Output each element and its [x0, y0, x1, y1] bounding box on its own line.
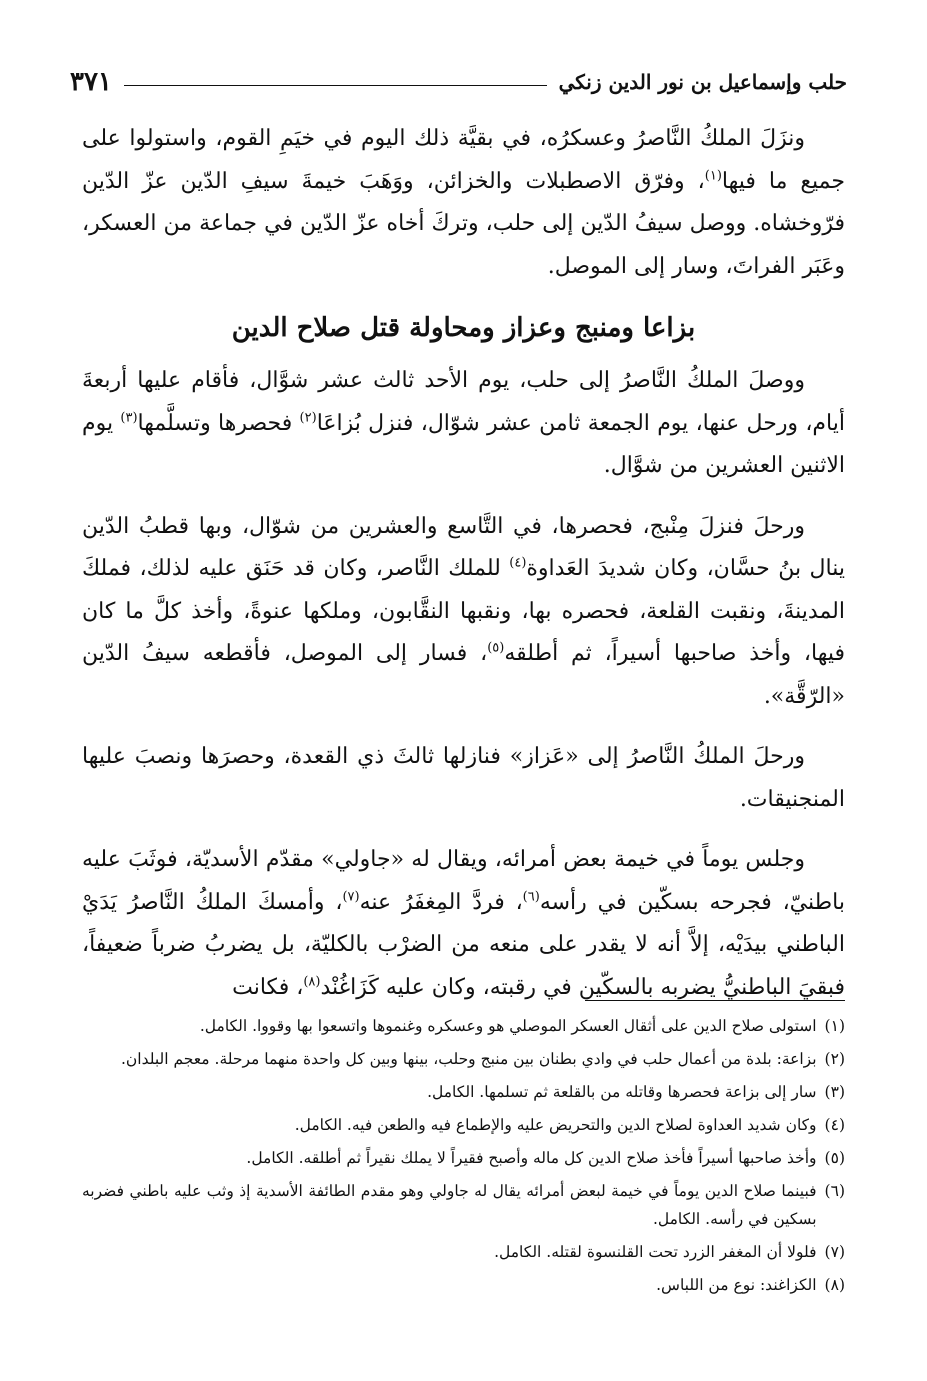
footnote-ref-4[interactable]: (٤) — [509, 555, 527, 571]
page-header — [70, 62, 847, 102]
footnote-text: فبينما صلاح الدين يوماً في خيمة لبعض أمرائه يقال له جاولي وهو مقدم الطائفة الأسدية إذ وثب عليه باطني فضربه بسكين في رأسه. الكامل. — [82, 1182, 817, 1228]
paragraph-text: فحصرها وتسلَّمها — [137, 410, 300, 436]
paragraph-text: ورحلَ الملكُ النَّاصرُ إلى «عَزاز» فنازلها ثالثَ ذي القعدة، وحصرَها ونصبَ عليها المنجنيقات. — [82, 744, 845, 812]
footnote-number: (٥) — [824, 1149, 845, 1167]
footnote-number: (٤) — [824, 1116, 845, 1134]
footnote-text: استولى صلاح الدين على أثقال العسكر الموصلي هو وعسكره وغنموها واتسعوا بها وقووا. الكامل. — [199, 1017, 817, 1035]
header-rule — [124, 85, 547, 86]
footnote-number: (٦) — [824, 1182, 845, 1200]
footnote-ref-1[interactable]: (١) — [704, 168, 722, 184]
paragraph-text: ورحلَ فنزلَ مِنْبج، فحصرها، في التَّاسع والعشرين من شوّال، وبها قطبُ الدّين ينال بنُ حسَّان، وكان شديدَ العَداوة — [82, 513, 845, 581]
footnote-number: (٢) — [824, 1050, 845, 1068]
footnote-7 — [82, 1238, 845, 1266]
paragraph-2 — [82, 360, 845, 488]
footnote-text: بزاعة: بلدة من أعمال حلب في وادي بطنان بين منبج وحلب، بينها وبين كل واحدة منهما مرحلة. معجم البلدان. — [120, 1050, 817, 1068]
body-text — [82, 118, 845, 1027]
footnote-6 — [82, 1177, 845, 1233]
footnote-ref-2[interactable]: (٢) — [299, 410, 317, 426]
footnote-5 — [82, 1144, 845, 1172]
paragraph-text: ، وأمسكَ الملكُ النَّاصرُ يَدَيْ الباطني بيدَيْه، إلاَّ أنه لا يقدر على منعه من الضرْب بالكليّة، بل يضربُ ضرباً ضعيفاً، فبقيَ الباطنيُّ يضربه بالسكّين في رقبته، وكان عليه كَزَاغُنْد — [82, 889, 845, 1000]
footnote-ref-7[interactable]: (٧) — [342, 889, 360, 905]
footnote-text: فلولا أن المغفر الزرد تحت القلنسوة لقتله. الكامل. — [494, 1243, 817, 1261]
footnotes — [82, 1012, 845, 1304]
footnote-number: (٧) — [824, 1243, 845, 1261]
paragraph-text: وجلس يوماً في خيمة بعض أمرائه، ويقال له «جاولي» مقدّم الأسديّة، فوثَبَ عليه باطنيّ، فجرحه بسكّين في رأسه — [82, 847, 845, 915]
page-number: ٣٧١ — [70, 67, 112, 97]
footnote-text: وكان شديد العداوة لصلاح الدين والتحريض عليه والإطماع فيه والطعن فيه. الكامل. — [294, 1116, 817, 1134]
footnote-text: وأخذ صاحبها أسيراً فأخذ صلاح الدين كل ماله وأصبح فقيراً لا يملك نقيراً ثم أطلقه. الكامل. — [246, 1149, 817, 1167]
paragraph-5 — [82, 839, 845, 1009]
paragraph-text: ، فكانت — [232, 974, 304, 1000]
footnote-ref-3[interactable]: (٣) — [120, 410, 138, 426]
footnote-number: (١) — [824, 1017, 845, 1035]
footnote-2 — [82, 1045, 845, 1073]
paragraph-1 — [82, 118, 845, 288]
footnote-ref-8[interactable]: (٨) — [303, 974, 321, 990]
paragraph-text: يوم الاثنين العشرين من شوَّال. — [82, 410, 845, 478]
paragraph-3 — [82, 506, 845, 719]
footnote-1 — [82, 1012, 845, 1040]
footnote-text: الكزاغند: نوع من اللباس. — [656, 1276, 817, 1294]
footnote-4 — [82, 1111, 845, 1139]
footnote-number: (٨) — [824, 1276, 845, 1294]
footnote-8 — [82, 1271, 845, 1299]
footnote-number: (٣) — [824, 1083, 845, 1101]
footnote-divider — [585, 1000, 845, 1001]
footnote-3 — [82, 1078, 845, 1106]
footnote-text: سار إلى بزاعة فحصرها وقاتله من بالقلعة ثم تسلمها. الكامل. — [427, 1083, 817, 1101]
footnote-ref-5[interactable]: (٥) — [487, 640, 505, 656]
footnote-ref-6[interactable]: (٦) — [522, 889, 540, 905]
section-heading: بزاعا ومنبج وعزاز ومحاولة قتل صلاح الدين — [231, 313, 696, 343]
paragraph-text: ، وفرّق الاصطبلات والخزائن، ووَهَبَ خيمةَ سيفِ الدّين عزّ الدّين فرّوخشاه. ووصل سيفُ الدّين إلى حلب، وتركَ أخاه عزّ الدّين في جماعة من العسكر، وعَبَر الفراتَ، وسار إلى الموصل. — [82, 168, 845, 279]
paragraph-4 — [82, 736, 845, 821]
paragraph-text: ونزَلَ الملكُ النَّاصرُ وعسكرُه، في بقيَّة ذلك اليوم في خيَمِ القوم، واستولوا على جميع ما فيها — [82, 126, 845, 194]
paragraph-text: ووصلَ الملكُ النَّاصرُ إلى حلب، يوم الأحد ثالث عشر شوَّال، فأقام عليها أربعةَ أيام، ورحل عنها، يوم الجمعة ثامن عشر شوّال، فنزل بُزاعَا — [82, 368, 845, 436]
paragraph-text: للملك النَّاصر، وكان قد حَنَق عليه لذلك، فملكَ المدينةَ، ونقبت القلعة، فحصره بها، ونقبها النقَّابون، وملكها عنوةً، وأخذ كلَّ ما كان فيها، وأخذ صاحبها أسيراً، ثم أطلقه — [82, 556, 846, 666]
paragraph-text: ، فسار إلى الموصل، فأقطعه سيفُ الدّين «الرّقَّة». — [82, 641, 845, 709]
running-title: حلب وإسماعيل بن نور الدين زنكي — [558, 70, 847, 94]
paragraph-text: ، فردَّ المِغفَرُ عنه — [359, 889, 523, 915]
